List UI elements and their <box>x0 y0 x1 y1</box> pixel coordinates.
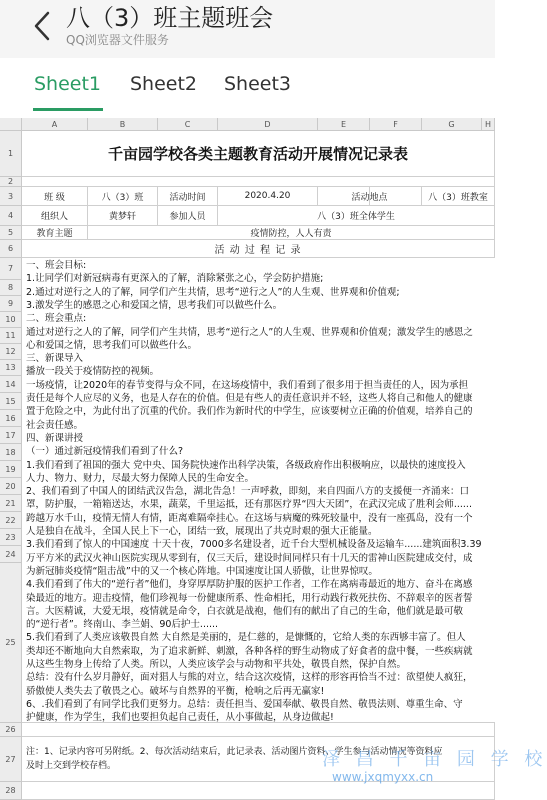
row-header-15[interactable]: 15 <box>0 393 22 410</box>
row-header-5[interactable]: 5 <box>0 226 22 240</box>
body-line: 染最近的地方。迎击疫情，他们珍视每一份健康所系、性命相托，用行动践行救死扶伤、不辞艰辛的医者誓 <box>26 592 473 604</box>
time-value[interactable]: 2020.4.20 <box>218 187 318 206</box>
body-line: 跨越万水千山，疫情无情人有情，距离难隔牵挂心。在这场与病魔的殊死较量中，没有一座孤岛，没有一个 <box>26 512 473 524</box>
row-header-14[interactable]: 14 <box>0 376 22 393</box>
empty-row-2[interactable] <box>22 177 495 187</box>
row-header-19[interactable]: 19 <box>0 461 22 478</box>
column-header-h[interactable]: H <box>482 118 495 131</box>
tab-sheet2[interactable]: Sheet2 <box>130 73 198 95</box>
body-line: 3.激发学生的感恩之心和爱国之情，思考我们可以做些什么。 <box>26 299 283 311</box>
row-header-10[interactable]: 10 <box>0 312 22 328</box>
body-line: 为新冠肺炎疫情“阻击战”中的又一个核心阵地。中国速度让国人骄傲，让世界惊叹。 <box>26 565 378 577</box>
document-title: 八（3）班主题班会 <box>66 4 274 32</box>
column-header-c[interactable]: C <box>158 118 218 131</box>
spreadsheet-grid[interactable] <box>0 118 495 800</box>
note-line: 注：1、记录内容可另附纸。2、每次活动结束后，此记录表、活动图片资料、学生参与活动情况等资料应 <box>26 747 443 757</box>
website-watermark: www.jxqmyxx.cn <box>332 770 434 784</box>
body-line: 一、班会目标: <box>26 260 87 271</box>
theme-label[interactable]: 教育主题 <box>22 226 88 240</box>
column-header-g[interactable]: G <box>422 118 482 131</box>
column-header-f[interactable]: F <box>370 118 422 131</box>
row-header-3[interactable]: 3 <box>0 187 22 206</box>
top-bar <box>0 0 495 58</box>
row-header-2[interactable]: 2 <box>0 177 22 187</box>
organizer-value[interactable]: 黄梦轩 <box>88 206 158 226</box>
row-header-26[interactable]: 26 <box>0 723 22 737</box>
body-line: 播放一段关于疫情防控的视频。 <box>26 366 160 378</box>
row-header-18[interactable]: 18 <box>0 444 22 461</box>
row-header-20[interactable]: 20 <box>0 478 22 495</box>
body-line: 一场疫情，让2020年的春节变得与众不同，在这场疫情中，我们看到了很多用于担当责任的人，因为承担 <box>26 379 469 391</box>
participants-value[interactable]: 八（3）班全体学生 <box>218 206 495 226</box>
row-header-28[interactable]: 28 <box>0 782 22 800</box>
body-line: 人是独自在战斗，全国人民上下一心，团结一致，展现出了共克时艰的强大正能量。 <box>26 526 378 537</box>
note-line: 及时上交到学校存档。 <box>26 761 117 771</box>
row-header-23[interactable]: 23 <box>0 529 22 546</box>
back-arrow-icon[interactable] <box>26 6 66 46</box>
body-line: 2.通过对逆行之人的了解，同学们产生共情，思考“逆行之人”的人生观、世界观和价值观; <box>26 286 400 298</box>
body-line: 3.我们看到了惊人的中国速度 十天十夜，7000多名建设者，近千台大型机械设备及运输车......建筑面积3.39 <box>26 539 482 551</box>
school-watermark: 泽 昌 千 亩 园 学 校 <box>322 749 547 770</box>
body-line: 1.让同学们对新冠病毒有更深入的了解，消除紧张之心，学会防护措施; <box>26 273 324 285</box>
body-line: 万平方米的武汉火神山医院实现从零到有，仅三天后，建设时间同样只有十几天的雷神山医院建成交付，成 <box>26 552 473 564</box>
row-header-13[interactable]: 13 <box>0 360 22 376</box>
column-header-a[interactable]: A <box>22 118 88 131</box>
row-header-17[interactable]: 17 <box>0 427 22 444</box>
empty-row-28[interactable] <box>22 782 495 800</box>
row-header-8[interactable]: 8 <box>0 280 22 296</box>
participants-label[interactable]: 参加人员 <box>158 206 218 226</box>
place-label[interactable]: 活动地点 <box>318 187 422 206</box>
body-line: 骄傲使人类失去了敬畏之心。破坏与自然界的平衡，枪响之后再无赢家! <box>26 685 325 697</box>
tab-sheet3[interactable]: Sheet3 <box>224 73 292 95</box>
body-line: 类却还不断地向大自然索取，为了追求新鲜、刺激，各种各样的野生动物成了好食者的盘中餐，一些疾病就 <box>26 645 473 657</box>
body-line: 二、班会重点: <box>26 313 87 325</box>
place-value[interactable]: 八（3）班教室 <box>422 187 495 206</box>
time-label[interactable]: 活动时间 <box>158 187 218 206</box>
body-line: 责任是每个人应尽的义务，也是人存在的价值。但是有些人的责任意识并不轻，这些人将自己和他人的健康 <box>26 393 473 404</box>
row-header-7[interactable]: 7 <box>0 258 22 280</box>
row-header-27[interactable]: 27 <box>0 737 22 782</box>
organizer-label[interactable]: 组织人 <box>22 206 88 226</box>
body-line: 罩，防护服，一箱箱送达，水果，蔬菜，千里运抵，还有那医疗界“四大天团”，在武汉完成了胜利会师...... <box>26 499 472 511</box>
row-header-6[interactable]: 6 <box>0 240 22 258</box>
body-line: 6、.我们看到了有同学比我们更努力。总结：责任担当、爱国奉献、敬畏自然、敬畏法则、尊重生命、守 <box>26 698 463 710</box>
row-header-25[interactable]: 25 <box>0 563 22 723</box>
active-tab-indicator <box>33 108 103 111</box>
class-value[interactable]: 八（3）班 <box>88 187 158 206</box>
column-header-b[interactable]: B <box>88 118 158 131</box>
body-line: 通过对逆行之人的了解，同学们产生共情，思考“逆行之人”的人生观、世界观和价值观；激发学生的感恩之 <box>26 326 473 338</box>
body-line: 总结：没有什么岁月静好，面对猖人与熊的对立，结合这次疫情，这样的形容再恰当不过：欲望使人疯狂， <box>26 672 473 684</box>
row-header-1[interactable]: 1 <box>0 131 22 177</box>
body-line: 2、我们看到了中国人的团结武汉告急，湖北告急！一声呼救，即刻，来自四面八方的支援便一齐涌来：口 <box>26 486 470 498</box>
row-header-22[interactable]: 22 <box>0 512 22 529</box>
column-header-d[interactable]: D <box>218 118 318 131</box>
row-header-4[interactable]: 4 <box>0 206 22 226</box>
class-label[interactable]: 班 级 <box>22 187 88 206</box>
row-header-24[interactable]: 24 <box>0 546 22 563</box>
sheet-tabs <box>0 58 495 118</box>
row-header-21[interactable]: 21 <box>0 495 22 512</box>
body-line: 从这些生物身上传给了人类。所以，人类应该学会与动物和平共处，敬畏自然，保护自然。 <box>26 659 407 670</box>
tab-sheet1[interactable]: Sheet1 <box>34 73 102 95</box>
body-line: 言。大医精诚，大爱无垠，疫情就是命令，白衣就是战袍，他们有的献出了自己的生命，他们就是最可敬 <box>26 605 464 617</box>
body-line: 护健康，作为学生，我们也要担负起自己责任，从小事做起，从身边做起! <box>26 712 334 724</box>
row-header-16[interactable]: 16 <box>0 410 22 427</box>
process-record-header[interactable]: 活 动 过 程 记 录 <box>22 240 495 258</box>
body-line: 置于危险之中，为此付出了沉重的代价。我们作为新时代的中学生，应该要树立正确的价值观，培养自己的 <box>26 406 473 418</box>
body-line: （一）通过新冠疫情我们看到了什么? <box>26 446 184 458</box>
document-subtitle: QQ浏览器文件服务 <box>66 33 169 47</box>
row-header-12[interactable]: 12 <box>0 344 22 360</box>
row-header-9[interactable]: 9 <box>0 296 22 312</box>
body-line: 社会责任感。 <box>26 419 84 431</box>
body-line: 四、新课讲授 <box>26 432 84 444</box>
corner-cell[interactable] <box>0 118 22 131</box>
body-line: 三、新课导入 <box>26 353 84 365</box>
body-line: 5.我们看到了人类应该敬畏自然 大自然是美丽的，是仁慈的，是慷慨的，它给人类的东西够丰富了。但人 <box>26 632 466 644</box>
column-header-e[interactable]: E <box>318 118 370 131</box>
body-line: 心和爱国之情，思考我们可以做些什么。 <box>26 339 198 351</box>
sheet-title[interactable]: 千亩园学校各类主题教育活动开展情况记录表 <box>22 131 495 177</box>
activity-record-body[interactable] <box>22 258 495 723</box>
theme-value[interactable]: 疫情防控，人人有责 <box>88 226 495 240</box>
row-header-11[interactable]: 11 <box>0 328 22 344</box>
body-line: 人力、物力、财力，尽最大努力保障人民的生命安全。 <box>26 472 255 484</box>
empty-row-26[interactable] <box>22 723 495 737</box>
body-line: 1.我们看到了祖国的强大 党中央、国务院快速作出科学决策，各级政府作出积极响应，以最快的速度投入 <box>26 459 466 471</box>
body-line: 4.我们看到了伟大的“逆行者”他们，身穿厚厚防护服的医护工作者，工作在离病毒最近的地方、奋斗在离感 <box>26 579 473 591</box>
body-line: 的“逆行者”。终南山、李兰娟、90后护士...... <box>26 619 219 631</box>
